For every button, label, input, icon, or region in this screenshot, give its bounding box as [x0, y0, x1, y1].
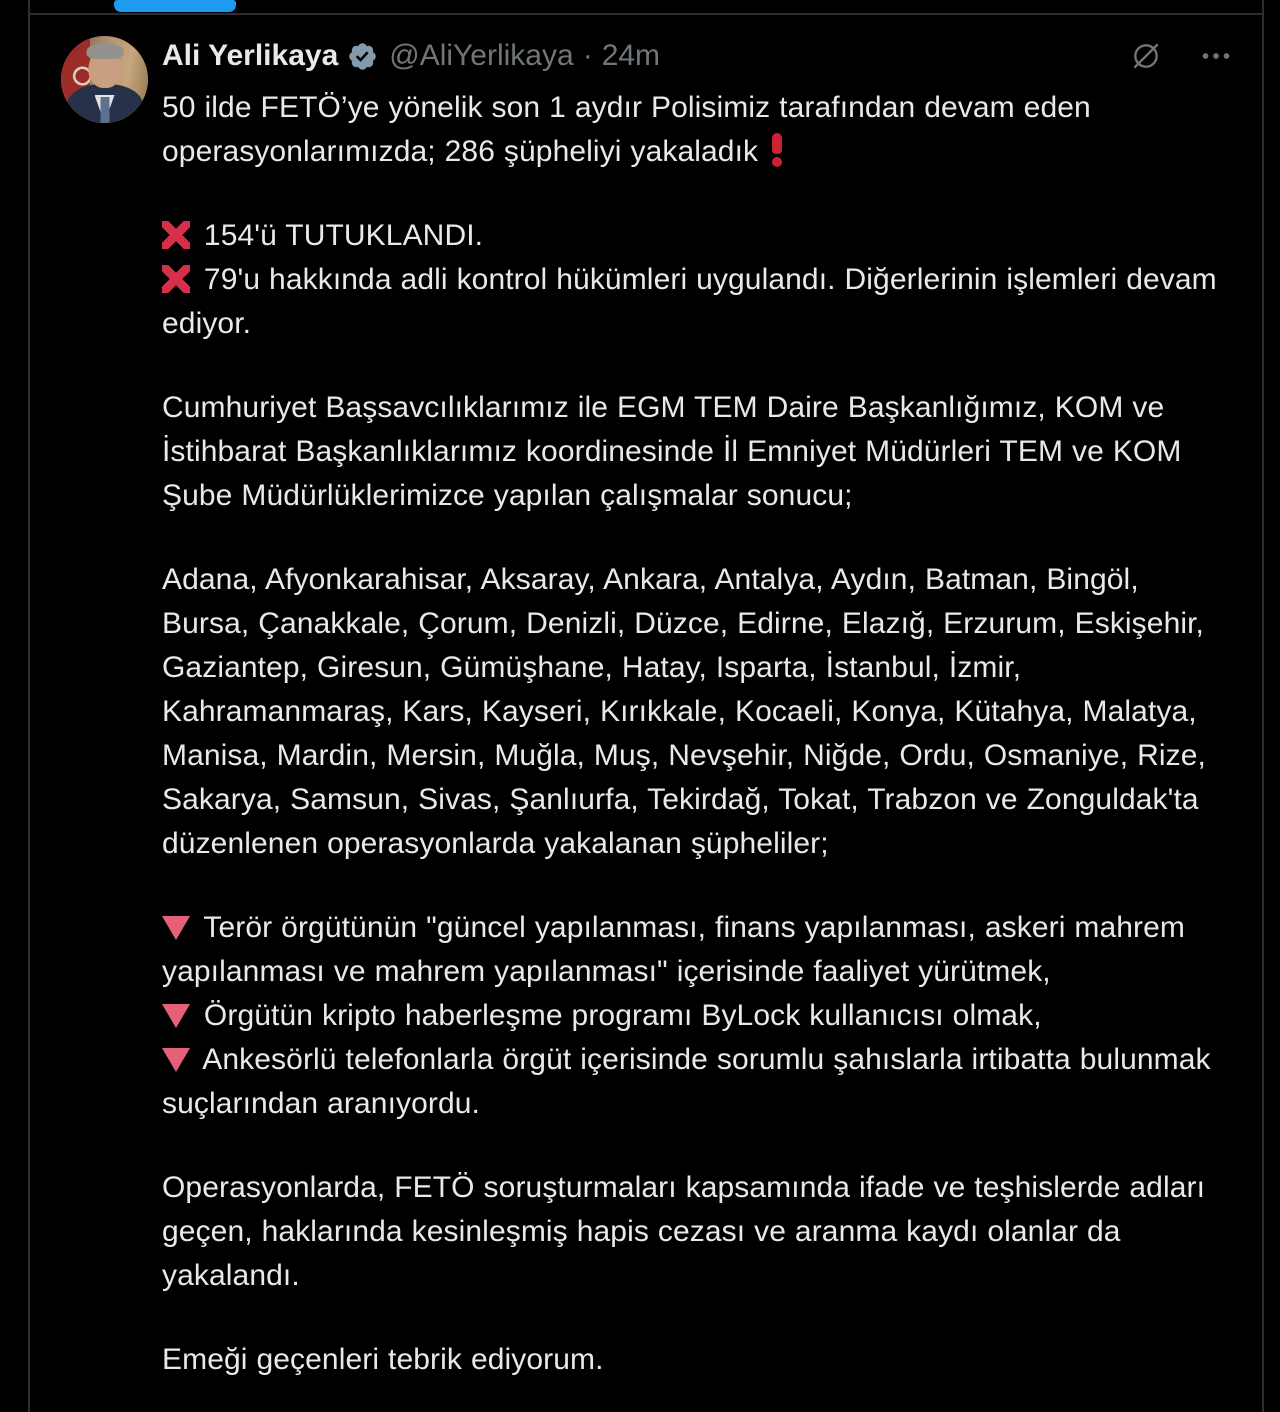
tweet — [30, 15, 1262, 1412]
display-name[interactable]: Ali Yerlikaya — [162, 39, 339, 72]
exclamation-mark-emoji — [771, 133, 784, 167]
avatar-hair — [86, 43, 123, 59]
cross-mark-emoji — [162, 265, 190, 293]
verified-badge-icon — [347, 41, 378, 72]
cross-mark-emoji — [162, 221, 190, 249]
tweet-paragraph: 154'ü TUTUKLANDI. 79'u hakkında adli kontrol hükümleri uygulandı. Diğerlerinin işlemleri devam ediyor. — [162, 219, 1217, 340]
separator-dot: · — [582, 39, 593, 72]
more-button[interactable] — [1198, 38, 1234, 74]
timeline-column — [28, 0, 1264, 1412]
grok-actions-icon[interactable] — [1126, 36, 1166, 76]
tweet-paragraph: Emeği geçenleri tebrik ediyorum. — [162, 1343, 604, 1376]
tweet-paragraph: 50 ilde FETÖ’ye yönelik son 1 aydır Polisimiz tarafından devam eden operasyonlarımızda; 286 şüpheliyi yakaladık — [162, 91, 1091, 168]
tweet-header — [162, 36, 1234, 76]
timestamp[interactable]: 24m — [601, 39, 661, 72]
active-tab-indicator — [114, 0, 236, 12]
user-handle[interactable]: @AliYerlikaya — [389, 39, 574, 72]
tweet-text — [162, 86, 1234, 1382]
tweet-header-actions — [1126, 36, 1234, 76]
red-triangle-down-emoji — [162, 1048, 190, 1072]
tweet-content — [162, 36, 1234, 1382]
avatar-tie — [100, 97, 109, 123]
tweet-paragraph: Terör örgütünün "güncel yapılanması, finans yapılanması, askeri mahrem yapılanması ve mahrem yapılanması" içerisinde faaliyet yürütmek, Örgütün kripto haberleşme programı ByLock kullanıcısı olmak, Ankesörlü telefonlarla örgüt içerisinde sorumlu şahıslarla irtibatta bulunmak suçlarından aranıyordu. — [162, 911, 1211, 1120]
tweet-paragraph: Operasyonlarda, FETÖ soruşturmaları kapsamında ifade ve teşhislerde adları geçen, haklarında kesinleşmiş hapis cezası ve aranma kaydı olanlar da yakalandı. — [162, 1171, 1206, 1292]
tweet-paragraph: Adana, Afyonkarahisar, Aksaray, Ankara, Antalya, Aydın, Batman, Bingöl, Bursa, Çanakkale, Çorum, Denizli, Düzce, Edirne, Elazığ, Erzurum, Eskişehir, Gaziantep, Giresun, Gümüşhane, Hatay, Isparta, İstanbul, İzmir, Kahramanmaraş, Kars, Kayseri, Kırıkkale, Kocaeli, Konya, Kütahya, Malatya, Manisa, Mardin, Mersin, Muğla, Muş, Nevşehir, Niğde, Ordu, Osmaniye, Rize, Sakarya, Samsun, Sivas, Şanlıurfa, Tekirdağ, Tokat, Trabzon ve Zonguldak'ta düzenlenen operasyonlarda yakalanan şüpheliler; — [162, 563, 1206, 860]
red-triangle-down-emoji — [162, 916, 190, 940]
avatar[interactable] — [61, 36, 148, 123]
tweet-paragraph: Cumhuriyet Başsavcılıklarımız ile EGM TEM Daire Başkanlığımız, KOM ve İstihbarat Başkanlıklarımız koordinesinde İl Emniyet Müdürleri TEM ve KOM Şube Müdürlüklerimizce yapılan çalışmalar sonucu; — [162, 391, 1182, 512]
red-triangle-down-emoji — [162, 1004, 190, 1028]
